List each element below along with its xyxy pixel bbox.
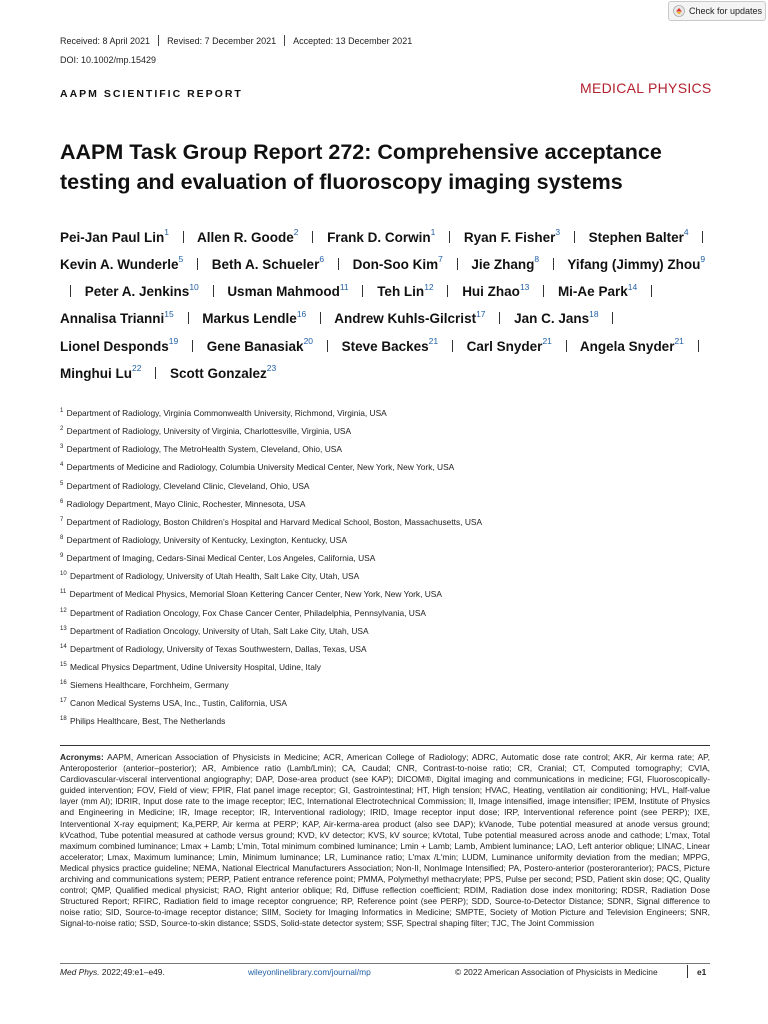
affiliation-number: 10 bbox=[60, 571, 67, 578]
author[interactable] bbox=[377, 281, 434, 300]
author-name: Usman Mahmood bbox=[227, 284, 340, 300]
author[interactable] bbox=[466, 336, 552, 354]
author-name: Don-Soo Kim bbox=[352, 256, 439, 272]
author[interactable] bbox=[462, 281, 530, 300]
citation bbox=[60, 967, 165, 977]
affiliation-ref[interactable]: 15 bbox=[164, 308, 174, 319]
acronyms-text: AAPM, American Association of Physicists in Medicine; ACR, American College of Radiology; ADRC, Automatic dose rate control; AKR, Air kerma rate; AP, Anteroposterior (anterior–posterior); AR, Ambience ratio (Lamb/Lmin); CA, Caudal; CNR, Contrast-to-noise ratio; CR, Cranial; CT, Computed tomography; CVIA, Cardiovascular-visceral interventional angiography; DAP, Dose-area product (see KAP); DICOM®, Digital imaging and communications in medicine; FGI, Fluoroscopically-guided intervention; FOV, Field of view; FPIR, Flat panel image receptor; GI, Gastrointestinal; HT, High tension; HVAC, Heating, ventilation air conditioning; HVL, Half-value layer (mm Al); IDRIR, Input dose rate to the image receptor; IEC, International Electrotechnical Commission; II, Image intensified, image intensifier; IPEM, Institute of Physics and Engineering in Medicine; IR, Image receptor; IR, Interventional radiology; IRID, Image receptor input dose; IRP, Interventional reference point (see PERP); IXE, Interventional X-ray equipment; Ka,PERP, Air kerma at PERP; KAP, Air-kerma-area product (also see DAP); kVanode, Tube potential measured at anode versus ground; kVcathod, Tube potential measured at cathode versus ground; KVD, kV detector; KVS, kV source; kVtotal, Tube potential measured across anode and cathode; L′max, Total maximum combined luminance; Lmax + Lamb; L′min, Total minimum combined luminance; Lmin + Lamb; Lamb, Ambient luminance; LAO, Left anterior oblique; LINAC, Linear accelerator; Lmax, Maximum luminance; Lmin, Minimum luminance; LR, Luminance ratio; L′max /L′min; LUDM, Luminance uniformity deviation from the median; MPPG, Medical physics practice guideline; NEMA, National Electrical Manufacturers Association; Non-II, NonImage Intensified; PA, Postero-anterior (posteroranterior); PACS, Picture archiving and communications system; PERP, Patient entrance reference point; PMMA, Polymethyl methacrylate; PPS, Pulse per second; PSD, Patient skin dose; QC, Quality control; QMP, Qualified medical physicist; RAO, Right anterior oblique; Rd, Diffuse reflection coefficient; RDIM, Radiation dose index monitoring; RDSR, Radiation Dose Structured Report; RFIRC, Radiation field to image receptor congruence; RP, Reference point (see PERP); SDD, Source-to-Detector Distance; SDNR, Signal difference to noise ratio; SID, Source-to-image receptor distance; SIIM, Society for Imaging Informatics in Medicine; SMPTE, Society of Motion Picture and Television Engineers; SNR, Signal-to-noise ratio; SSD, Source-to-skin distance; SSDS, Solid-state detector system; SSF, Spectral shaping filter; TJC, The Joint Commission bbox=[60, 752, 710, 929]
author-name: Steve Backes bbox=[341, 338, 429, 354]
affiliation-item bbox=[60, 459, 720, 477]
author-separator bbox=[457, 258, 458, 270]
affiliation-item bbox=[60, 586, 720, 604]
author-name: Kevin A. Wunderle bbox=[60, 256, 179, 272]
affiliation-ref[interactable]: 1 bbox=[164, 227, 170, 237]
check-for-updates-button[interactable] bbox=[668, 1, 766, 21]
report-type: AAPM SCIENTIFIC REPORT bbox=[60, 88, 243, 100]
author-separator bbox=[338, 258, 339, 270]
copyright: © 2022 American Association of Physicists in Medicine bbox=[455, 967, 658, 977]
affiliation-item bbox=[60, 550, 720, 568]
author[interactable] bbox=[341, 336, 439, 354]
affiliation-number: 9 bbox=[60, 553, 64, 560]
affiliation-number: 13 bbox=[60, 625, 67, 632]
author[interactable] bbox=[84, 281, 199, 300]
affiliation-number: 11 bbox=[60, 589, 67, 596]
author-separator bbox=[449, 231, 450, 243]
affiliation-ref[interactable]: 21 bbox=[428, 336, 439, 347]
accepted-date: Accepted: 13 December 2021 bbox=[293, 35, 413, 46]
doi[interactable]: DOI: 10.1002/mp.15429 bbox=[60, 55, 157, 65]
author-separator bbox=[362, 285, 363, 297]
author-separator bbox=[574, 231, 575, 243]
author-separator bbox=[566, 340, 567, 352]
affiliation-text: Radiology Department, Mayo Clinic, Rochester, Minnesota, USA bbox=[66, 498, 306, 509]
affiliation-item bbox=[60, 478, 720, 496]
author[interactable] bbox=[557, 281, 638, 300]
check-for-updates-label: Check for updates bbox=[689, 6, 763, 16]
page-number: e1 bbox=[697, 967, 707, 977]
author[interactable] bbox=[206, 336, 314, 354]
author-name: Yifang (Jimmy) Zhou bbox=[567, 256, 701, 272]
author[interactable] bbox=[60, 336, 179, 354]
date-divider bbox=[284, 35, 285, 46]
author-separator bbox=[447, 285, 448, 297]
affiliation-number: 2 bbox=[60, 426, 64, 433]
affiliation-text: Siemens Healthcare, Forchheim, Germany bbox=[70, 679, 229, 690]
footer-divider bbox=[60, 963, 710, 964]
affiliation-ref[interactable]: 1 bbox=[430, 227, 436, 237]
affiliation-number: 5 bbox=[60, 480, 64, 487]
author-name: Mi-Ae Park bbox=[557, 284, 628, 300]
affiliation-item bbox=[60, 659, 720, 677]
affiliation-text: Canon Medical Systems USA, Inc., Tustin, California, USA bbox=[70, 698, 287, 709]
affiliation-number: 8 bbox=[60, 534, 64, 541]
author-separator bbox=[312, 231, 313, 243]
affiliation-number: 16 bbox=[60, 680, 67, 687]
author-name: Lionel Desponds bbox=[60, 338, 169, 354]
affiliation-ref[interactable]: 5 bbox=[178, 254, 184, 265]
date-divider bbox=[158, 35, 159, 46]
author[interactable] bbox=[327, 227, 436, 245]
journal-url-link[interactable]: wileyonlinelibrary.com/journal/mp bbox=[248, 967, 371, 977]
affiliation-item bbox=[60, 423, 720, 441]
author-separator bbox=[213, 285, 214, 297]
acronyms-divider bbox=[60, 745, 710, 746]
affiliation-ref[interactable]: 21 bbox=[674, 336, 684, 347]
affiliation-item bbox=[60, 695, 720, 713]
author-name: Teh Lin bbox=[377, 284, 425, 300]
affiliation-item bbox=[60, 405, 720, 423]
author[interactable] bbox=[60, 308, 174, 327]
author[interactable] bbox=[334, 308, 486, 327]
author[interactable] bbox=[202, 308, 307, 327]
author-separator bbox=[188, 312, 189, 324]
journal-logo: MEDICAL PHYSICS bbox=[580, 80, 712, 96]
affiliation-text: Department of Radiology, Cleveland Clinic, Cleveland, Ohio, USA bbox=[66, 480, 310, 491]
author-separator bbox=[155, 367, 156, 379]
author[interactable] bbox=[471, 254, 540, 272]
author-separator bbox=[70, 285, 71, 297]
author[interactable] bbox=[463, 227, 561, 245]
author-separator bbox=[197, 258, 198, 270]
author-name: Beth A. Schueler bbox=[211, 256, 320, 272]
affiliation-ref[interactable]: 2 bbox=[293, 227, 299, 237]
affiliation-item bbox=[60, 605, 720, 623]
affiliation-item bbox=[60, 713, 720, 731]
article-dates bbox=[60, 35, 412, 46]
author-name: Andrew Kuhls-Gilcrist bbox=[334, 311, 477, 327]
affiliation-ref[interactable]: 12 bbox=[424, 281, 434, 292]
author[interactable] bbox=[588, 227, 689, 245]
affiliation-ref[interactable]: 3 bbox=[555, 227, 561, 237]
footer-separator bbox=[687, 965, 688, 978]
affiliation-text: Department of Radiology, University of Virginia, Charlottesville, Virginia, USA bbox=[66, 425, 352, 436]
affiliation-number: 7 bbox=[60, 516, 64, 523]
acronyms-label: Acronyms: bbox=[60, 752, 104, 762]
author[interactable] bbox=[227, 281, 349, 300]
author-separator bbox=[320, 312, 321, 324]
author-separator bbox=[553, 258, 554, 270]
affiliation-ref[interactable]: 4 bbox=[683, 227, 689, 237]
author-separator bbox=[698, 340, 699, 352]
affiliation-item bbox=[60, 677, 720, 695]
author-name: Markus Lendle bbox=[202, 311, 297, 327]
affiliation-item bbox=[60, 496, 720, 514]
affiliation-ref[interactable]: 13 bbox=[519, 281, 530, 292]
affiliation-text: Department of Medical Physics, Memorial Sloan Kettering Cancer Center, New York, New York, USA bbox=[69, 589, 442, 600]
affiliation-text: Medical Physics Department, Udine University Hospital, Udine, Italy bbox=[70, 661, 321, 672]
author[interactable] bbox=[60, 227, 170, 245]
acronyms-section bbox=[60, 752, 710, 930]
author-separator bbox=[192, 340, 193, 352]
author[interactable] bbox=[60, 363, 142, 381]
affiliation-item bbox=[60, 568, 720, 586]
affiliation-number: 6 bbox=[60, 498, 64, 505]
affiliation-ref[interactable]: 20 bbox=[303, 336, 314, 347]
affiliation-item bbox=[60, 441, 720, 459]
affiliation-text: Departments of Medicine and Radiology, Columbia University Medical Center, New York, New York, USA bbox=[66, 462, 455, 473]
affiliation-text: Philips Healthcare, Best, The Netherlands bbox=[70, 716, 226, 727]
affiliation-item bbox=[60, 641, 720, 659]
affiliation-number: 14 bbox=[60, 643, 67, 650]
affiliation-number: 1 bbox=[60, 408, 64, 414]
affiliation-ref[interactable]: 8 bbox=[534, 254, 540, 265]
author[interactable] bbox=[579, 336, 684, 354]
affiliation-ref[interactable]: 6 bbox=[319, 254, 325, 265]
author-name: Carl Snyder bbox=[466, 338, 543, 354]
affiliation-text: Department of Radiation Oncology, University of Utah, Salt Lake City, Utah, USA bbox=[70, 625, 369, 636]
affiliation-ref[interactable]: 16 bbox=[296, 308, 307, 319]
affiliation-ref[interactable]: 14 bbox=[627, 281, 638, 292]
author-separator bbox=[651, 285, 652, 297]
affiliation-ref[interactable]: 23 bbox=[266, 363, 277, 374]
affiliation-item bbox=[60, 514, 720, 532]
affiliation-ref[interactable]: 17 bbox=[476, 308, 486, 319]
author-name: Ryan F. Fisher bbox=[463, 229, 556, 245]
author[interactable] bbox=[514, 308, 599, 327]
affiliation-item bbox=[60, 532, 720, 550]
author-name: Minghui Lu bbox=[60, 365, 132, 381]
affiliation-text: Department of Radiology, Boston Children’s Hospital and Harvard Medical School, Boston, Massachusetts, USA bbox=[66, 516, 483, 527]
affiliation-number: 15 bbox=[60, 661, 67, 668]
author[interactable] bbox=[567, 254, 706, 272]
article-title: AAPM Task Group Report 272: Comprehensive acceptance testing and evaluation of fluoroscopy imaging systems bbox=[60, 140, 662, 194]
author-name: Hui Zhao bbox=[462, 284, 520, 300]
affiliation-text: Department of Radiology, University of Kentucky, Lexington, Kentucky, USA bbox=[66, 534, 347, 545]
affiliation-text: Department of Radiology, University of Utah Health, Salt Lake City, Utah, USA bbox=[70, 571, 360, 582]
author[interactable] bbox=[169, 363, 277, 381]
affiliation-ref[interactable]: 21 bbox=[542, 336, 552, 347]
author[interactable] bbox=[211, 254, 325, 272]
affiliation-text: Department of Radiology, University of Texas Southwestern, Dallas, Texas, USA bbox=[70, 643, 367, 654]
check-for-updates-icon bbox=[673, 5, 685, 17]
author-separator bbox=[327, 340, 328, 352]
author-name: Pei-Jan Paul Lin bbox=[60, 229, 165, 245]
author[interactable] bbox=[197, 227, 299, 245]
volume-info: 2022;49:e1–e49. bbox=[101, 967, 165, 977]
author[interactable] bbox=[352, 254, 443, 272]
affiliation-text: Department of Radiation Oncology, Fox Chase Cancer Center, Philadelphia, Pennsylvania, USA bbox=[70, 607, 426, 618]
affiliation-ref[interactable]: 22 bbox=[131, 363, 142, 374]
author-separator bbox=[702, 231, 703, 243]
affiliation-list bbox=[60, 405, 720, 732]
affiliation-number: 12 bbox=[60, 607, 67, 614]
affiliation-ref[interactable]: 11 bbox=[339, 281, 349, 292]
author-separator bbox=[183, 231, 184, 243]
author-separator bbox=[452, 340, 453, 352]
affiliation-number: 18 bbox=[60, 716, 67, 723]
affiliation-text: Department of Imaging, Cedars-Sinai Medical Center, Los Angeles, California, USA bbox=[66, 552, 376, 563]
author-name: Jan C. Jans bbox=[514, 311, 590, 327]
affiliation-ref[interactable]: 9 bbox=[700, 254, 706, 265]
author-name: Angela Snyder bbox=[579, 338, 675, 354]
author-list bbox=[60, 222, 725, 386]
journal-abbrev: Med Phys. bbox=[60, 967, 100, 977]
author-name: Frank D. Corwin bbox=[327, 229, 431, 245]
author-name: Annalisa Trianni bbox=[60, 311, 165, 327]
received-date: Received: 8 April 2021 bbox=[60, 35, 151, 46]
author-name: Stephen Balter bbox=[588, 229, 684, 245]
affiliation-item bbox=[60, 623, 720, 641]
affiliation-ref[interactable]: 19 bbox=[168, 336, 179, 347]
affiliation-ref[interactable]: 7 bbox=[438, 254, 443, 265]
affiliation-number: 3 bbox=[60, 444, 64, 451]
author-separator bbox=[543, 285, 544, 297]
affiliation-number: 4 bbox=[60, 462, 64, 469]
revised-date: Revised: 7 December 2021 bbox=[167, 35, 277, 46]
author-separator bbox=[499, 312, 500, 324]
author-name: Scott Gonzalez bbox=[169, 365, 267, 381]
author-separator bbox=[612, 312, 613, 324]
author-name: Allen R. Goode bbox=[197, 229, 294, 245]
affiliation-text: Department of Radiology, The MetroHealth System, Cleveland, Ohio, USA bbox=[66, 444, 342, 455]
affiliation-ref[interactable]: 10 bbox=[189, 281, 199, 292]
author[interactable] bbox=[60, 254, 184, 272]
author-name: Peter A. Jenkins bbox=[84, 284, 190, 300]
affiliation-number: 17 bbox=[60, 698, 67, 705]
author-name: Jie Zhang bbox=[471, 256, 535, 272]
author-name: Gene Banasiak bbox=[206, 338, 304, 354]
affiliation-text: Department of Radiology, Virginia Commonwealth University, Richmond, Virginia, USA bbox=[66, 407, 387, 418]
affiliation-ref[interactable]: 18 bbox=[589, 308, 599, 319]
